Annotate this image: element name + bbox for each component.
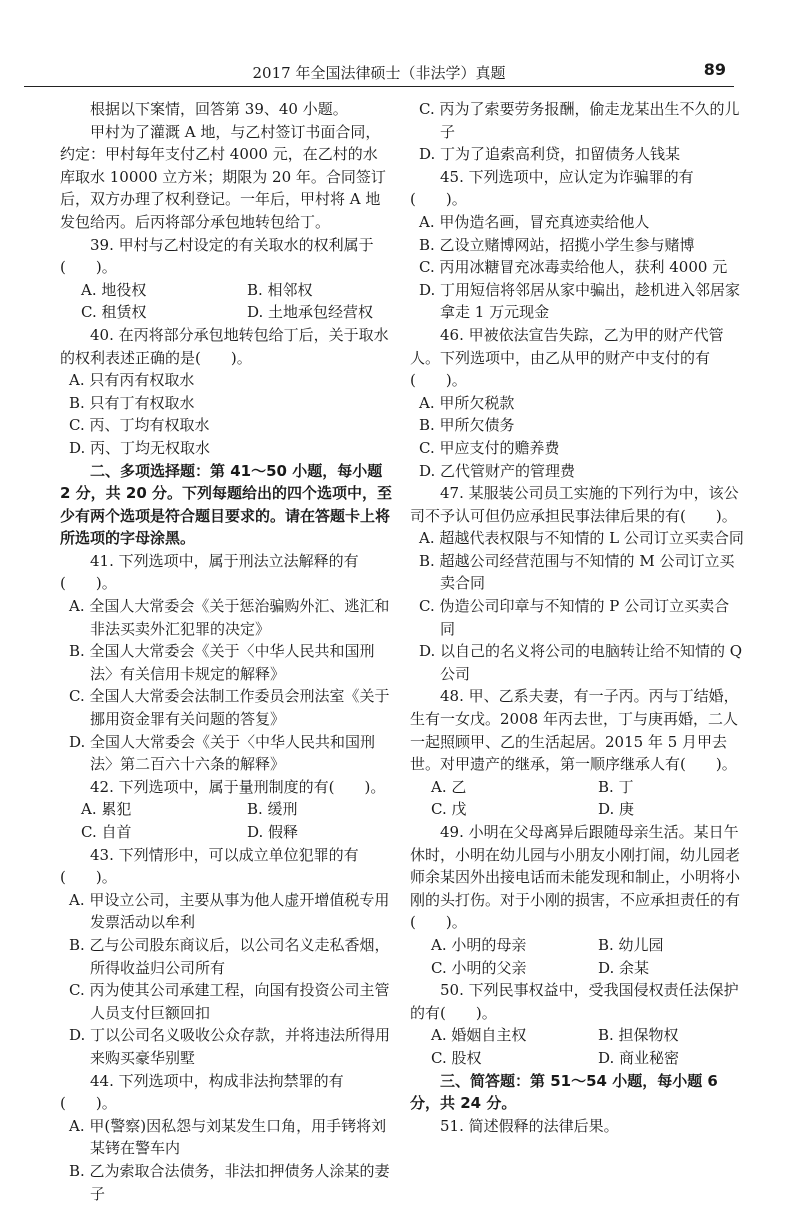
q39-option-b: B. 相邻权 xyxy=(247,280,313,299)
q48-option-d: D. 庚 xyxy=(598,800,635,819)
q44-option-d: D. 丁为了追索高利贷，扣留债务人钱某 xyxy=(419,145,681,164)
q44-option-a: A. 甲(警察)因私怨与刘某发生口角，用手铐将刘某铐在警车内 xyxy=(69,1116,387,1158)
q49-options-row2 xyxy=(410,957,744,980)
q43-option-c: C. 丙为使其公司承建工程，向国有投资公司主管人员支付巨额回扣 xyxy=(69,981,390,1022)
q39-options-row2 xyxy=(60,301,392,324)
question-43: 43. 下列情形中，可以成立单位犯罪的有( )。 xyxy=(60,845,359,887)
q42-options-row1 xyxy=(60,798,392,821)
question-45: 45. 下列选项中，应认定为诈骗罪的有( )。 xyxy=(410,167,694,209)
question-46: 46. 甲被依法宣告失踪，乙为甲的财产代管人。下列选项中，由乙从甲的财产中支付的有( )。 xyxy=(410,325,724,390)
section-2-heading: 二、多项选择题：第 41～50 小题，每小题 2 分，共 20 分。下列每题给出的四个选项中，至少有两个选项是符合题目要求的。请在答题卡上将所选项的字母涂黑。 xyxy=(60,461,392,548)
q47-option-c: C. 伪造公司印章与不知情的 P 公司订立买卖合同 xyxy=(419,597,730,638)
q48-options-row2 xyxy=(410,798,744,821)
q42-option-b: B. 缓刑 xyxy=(247,800,298,819)
q45-option-d: D. 丁用短信将邻居从家中骗出，趁机进入邻居家拿走 1 万元现金 xyxy=(419,280,741,322)
q42-option-a: A. 累犯 xyxy=(81,800,132,819)
question-50: 50. 下列民事权益中，受我国侵权责任法保护的有( )。 xyxy=(410,981,739,1022)
q47-option-d: D. 以自己的名义将公司的电脑转让给不知情的 Q 公司 xyxy=(419,642,743,683)
q49-option-d: D. 余某 xyxy=(598,958,650,977)
case-intro: 根据以下案情，回答第 39、40 小题。 xyxy=(90,100,348,118)
question-41: 41. 下列选项中，属于刑法立法解释的有( )。 xyxy=(60,551,359,593)
q40-option-b: B. 只有丁有权取水 xyxy=(69,393,195,412)
q41-option-b: B. 全国人大常委会《关于〈中华人民共和国刑法〉有关信用卡规定的解释》 xyxy=(69,642,375,683)
header-title: 2017 年全国法律硕士（非法学）真题 xyxy=(252,64,506,82)
question-40: 40. 在丙将部分承包地转包给丁后，关于取水的权利表述正确的是( )。 xyxy=(60,325,389,367)
case-text: 甲村为了灌溉 A 地，与乙村签订书面合同，约定：甲村每年支付乙村 4000 元，在乙村的水库取水 10000 立方米；期限为 20 年。合同签订后，双方办理了权利登记。一年后，甲村将 A 地发包给丙。后丙将部分承包地转包给丁。 xyxy=(60,122,386,231)
q39-option-c: C. 租赁权 xyxy=(81,303,147,322)
page-header xyxy=(24,60,734,82)
question-48: 48. 甲、乙系夫妻，有一子丙。丙与丁结婚，生有一女戊。2008 年丙去世，丁与庚再婚，二人一起照顾甲、乙的生活起居。2015 年 5 月甲去世。对甲遗产的继承，第一顺序继承人有( )。 xyxy=(410,687,739,774)
q50-option-c: C. 股权 xyxy=(431,1048,482,1067)
q43-option-b: B. 乙与公司股东商议后，以公司名义走私香烟，所得收益归公司所有 xyxy=(69,935,390,977)
q47-option-b: B. 超越公司经营范围与不知情的 M 公司订立买卖合同 xyxy=(419,551,735,593)
q50-options-row1 xyxy=(410,1024,744,1047)
q40-option-c: C. 丙、丁均有权取水 xyxy=(69,416,210,435)
q45-option-a: A. 甲伪造名画，冒充真迹卖给他人 xyxy=(419,212,650,231)
q46-option-b: B. 甲所欠债务 xyxy=(419,416,515,435)
q43-option-d: D. 丁以公司名义吸收公众存款，并将违法所得用来购买豪华别墅 xyxy=(69,1026,391,1067)
q48-option-c: C. 戊 xyxy=(431,800,467,819)
header-rule xyxy=(24,86,734,87)
question-42: 42. 下列选项中，属于量刑制度的有( )。 xyxy=(90,777,386,796)
q42-options-row2 xyxy=(60,821,392,844)
q50-option-a: A. 婚姻自主权 xyxy=(431,1026,527,1045)
q39-option-d: D. 土地承包经营权 xyxy=(247,303,374,322)
q47-option-a: A. 超越代表权限与不知情的 L 公司订立买卖合同 xyxy=(419,529,744,548)
q46-option-c: C. 甲应支付的赡养费 xyxy=(419,438,560,457)
q42-option-d: D. 假释 xyxy=(247,823,299,841)
q49-option-c: C. 小明的父亲 xyxy=(431,958,527,977)
q44-option-c: C. 丙为了索要劳务报酬，偷走龙某出生不久的儿子 xyxy=(419,100,740,141)
q40-option-a: A. 只有丙有权取水 xyxy=(69,371,195,390)
q49-option-a: A. 小明的母亲 xyxy=(431,935,527,954)
q39-options-row1 xyxy=(60,279,392,302)
question-44: 44. 下列选项中，构成非法拘禁罪的有( )。 xyxy=(60,1071,344,1113)
right-column xyxy=(410,98,744,1137)
q50-options-row2 xyxy=(410,1047,744,1070)
question-39: 39. 甲村与乙村设定的有关取水的权利属于( )。 xyxy=(60,235,374,277)
q41-option-a: A. 全国人大常委会《关于惩治骗购外汇、逃汇和非法买卖外汇犯罪的决定》 xyxy=(69,597,390,638)
q46-option-d: D. 乙代管财产的管理费 xyxy=(419,461,576,480)
question-51: 51. 简述假释的法律后果。 xyxy=(440,1116,619,1135)
q49-options-row1 xyxy=(410,934,744,957)
q45-option-c: C. 丙用冰糖冒充冰毒卖给他人，获利 4000 元 xyxy=(419,258,728,277)
q46-option-a: A. 甲所欠税款 xyxy=(419,393,515,412)
q41-option-c: C. 全国人大常委会法制工作委员会刑法室《关于挪用资金罪有关问题的答复》 xyxy=(69,687,390,729)
q39-option-a: A. 地役权 xyxy=(81,280,147,299)
q41-option-d: D. 全国人大常委会《关于〈中华人民共和国刑法〉第二百六十六条的解释》 xyxy=(69,732,376,774)
q48-options-row1 xyxy=(410,776,744,799)
left-column xyxy=(60,98,392,1205)
q44-option-b: B. 乙为索取合法债务，非法扣押债务人涂某的妻子 xyxy=(69,1161,390,1203)
question-49: 49. 小明在父母离异后跟随母亲生活。某日午休时，小明在幼儿园与小朋友小刚打闹，幼儿园老师余某因外出接电话而未能发现和制止，小明将小刚的头打伤。对于小刚的损害，不应承担责任的有( )。 xyxy=(410,823,741,932)
q50-option-b: B. 担保物权 xyxy=(598,1026,679,1045)
q43-option-a: A. 甲设立公司，主要从事为他人虚开增值税专用发票活动以牟利 xyxy=(69,890,390,932)
q49-option-b: B. 幼儿园 xyxy=(598,935,664,954)
q42-option-c: C. 自首 xyxy=(81,823,132,841)
page-number: 89 xyxy=(703,60,726,79)
section-3-heading: 三、简答题：第 51～54 小题，每小题 6 分，共 24 分。 xyxy=(410,1071,718,1113)
question-47: 47. 某服装公司员工实施的下列行为中，该公司不予认可但仍应承担民事法律后果的有( )。 xyxy=(410,484,739,525)
q48-option-b: B. 丁 xyxy=(598,777,634,796)
q50-option-d: D. 商业秘密 xyxy=(598,1048,680,1067)
q40-option-d: D. 丙、丁均无权取水 xyxy=(69,438,211,457)
q45-option-b: B. 乙设立赌博网站，招揽小学生参与赌博 xyxy=(419,235,695,254)
q48-option-a: A. 乙 xyxy=(431,777,467,796)
